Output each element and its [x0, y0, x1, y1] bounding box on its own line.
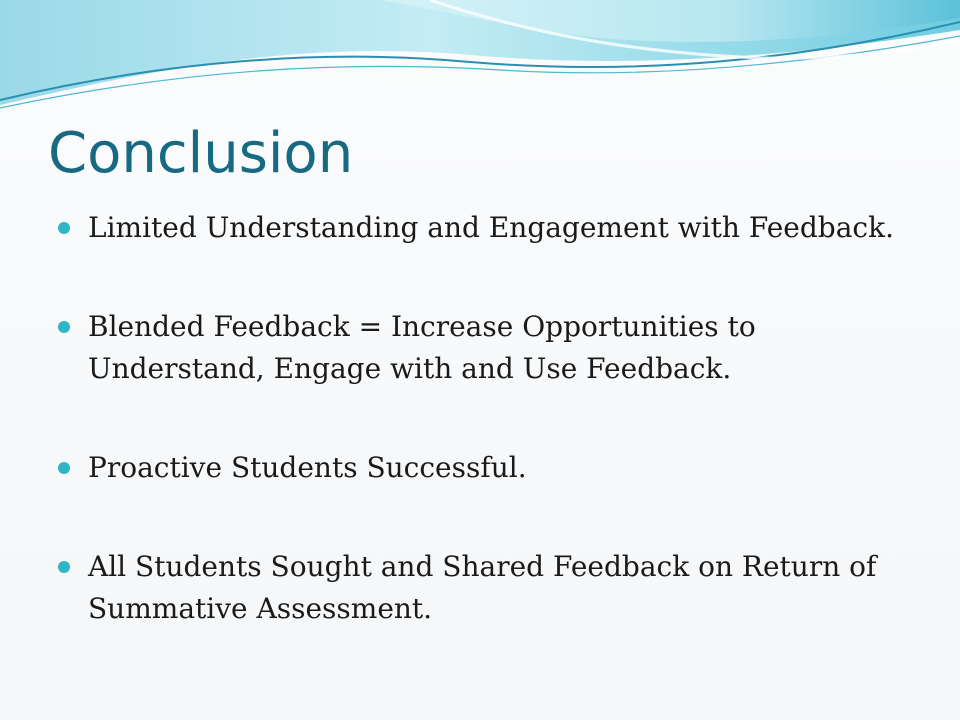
bullet-item — [58, 306, 918, 390]
bullet-text: All Students Sought and Shared Feedback on Return of Summative Assessment. — [88, 550, 877, 625]
bullet-dot-icon — [58, 462, 70, 474]
slide-title: Conclusion — [48, 121, 354, 186]
bullet-item — [58, 207, 918, 249]
bullet-dot-icon — [58, 321, 70, 333]
bullet-text: Proactive Students Successful. — [88, 451, 527, 484]
header-wave-decoration — [0, 0, 960, 130]
bullet-text: Blended Feedback = Increase Opportunities to Understand, Engage with and Use Feedback. — [88, 310, 756, 385]
bullet-item — [58, 546, 918, 630]
bullet-dot-icon — [58, 222, 70, 234]
bullet-dot-icon — [58, 561, 70, 573]
bullet-item — [58, 447, 918, 489]
bullet-list — [58, 207, 918, 630]
bullet-text: Limited Understanding and Engagement with Feedback. — [88, 211, 894, 244]
